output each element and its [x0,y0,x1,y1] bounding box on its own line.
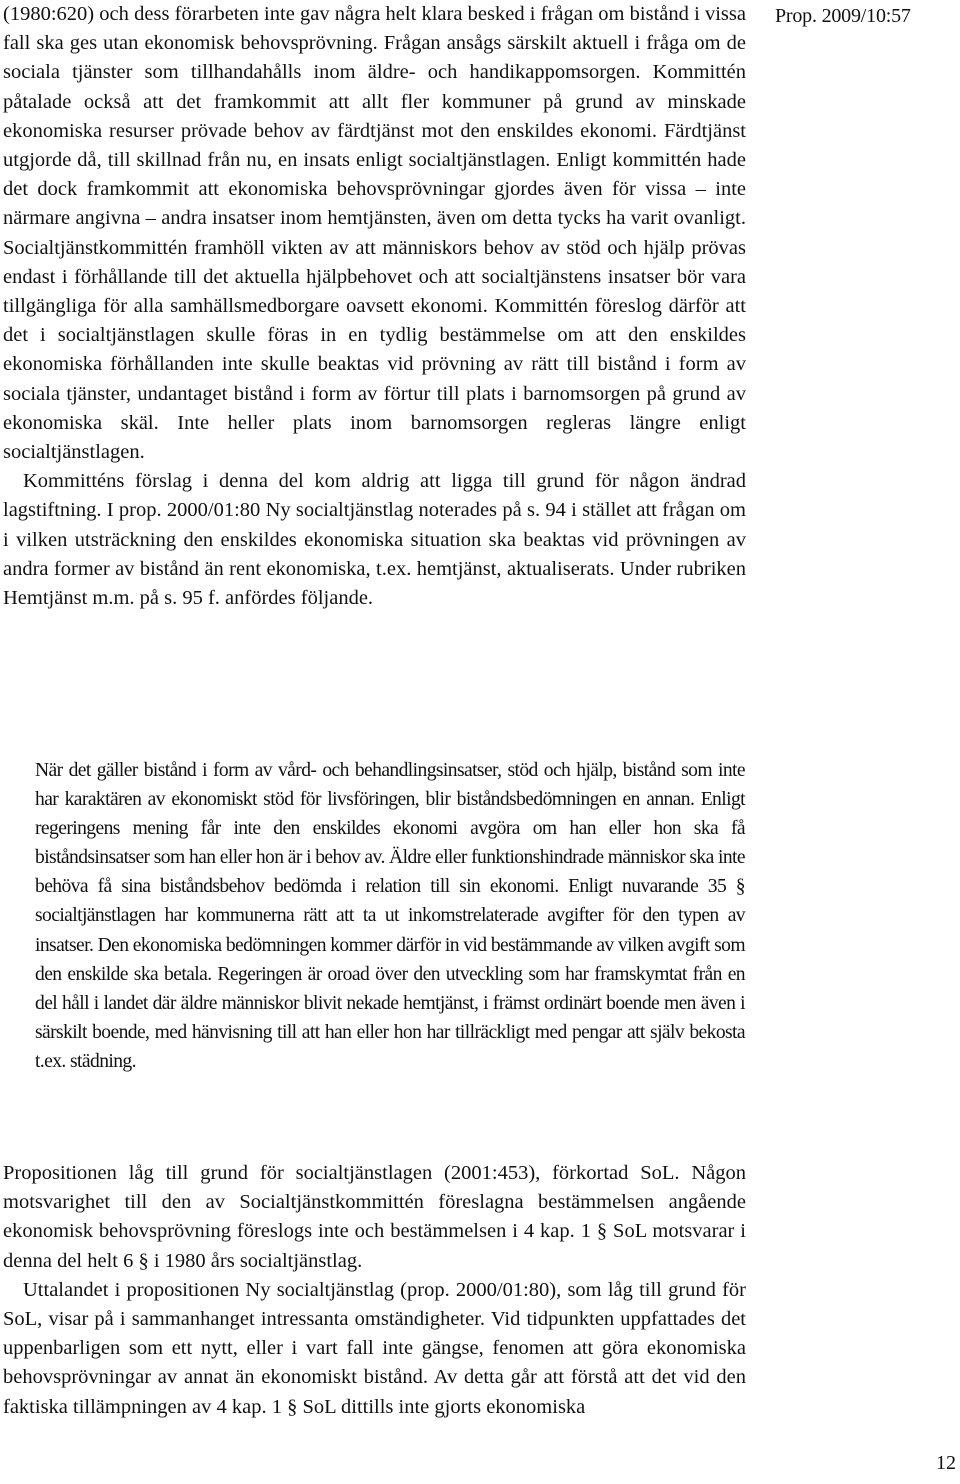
paragraph-1: (1980:620) och dess förarbeten inte gav några helt klara besked i frågan om bistånd i vissa fall ska ges utan ekonomisk behovsprövning. Frågan ansågs särskilt aktuell i fråga om de sociala tjänster som tillhandahålls inom äldre- och handikappomsorgen. Kommittén påtalade också att det framkommit att allt fler kommuner på grund av minskade ekonomiska resurser prövade behov av färdtjänst mot den enskildes ekonomi. Färdtjänst utgjorde då, till skillnad från nu, en insats enligt socialtjänstlagen. Enligt kommittén hade det dock framkommit att ekonomiska behovsprövningar gjordes även för vissa – inte närmare angivna – andra insatser inom hemtjänsten, även om detta tycks ha varit ovanligt. Socialtjänstkommittén framhöll vikten av att människors behov av stöd och hjälp prövas endast i förhållande till det aktuella hjälpbehovet och att socialtjänstens insatser bör vara tillgängliga för alla samhällsmedborgare oavsett ekonomi. Kommittén föreslog därför att det i socialtjänstlagen skulle föras in en tydlig bestämmelse om att den enskildes ekonomiska förhållanden inte skulle beaktas vid prövning av rätt till bistånd i form av sociala tjänster, undantaget bistånd i form av förtur till plats i barnomsorgen på grund av ekonomiska skäl. Inte heller plats inom barnomsorgen regleras längre enligt socialtjänstlagen. [3,3,746,464]
proposition-label: Prop. 2009/10:57 [775,5,911,27]
main-text-column [3,0,746,613]
paragraph-2: Kommitténs förslag i denna del kom aldrig att ligga till grund för någon ändrad lagstiftning. I prop. 2000/01:80 Ny socialtjänstlag noterades på s. 94 i stället att frågan om i vilken utsträckning den enskildes ekonomiska situation ska beaktas vid prövningen av andra former av bistånd än rent ekonomiska, t.ex. hemtjänst, aktualiserats. Under rubriken Hemtjänst m.m. på s. 95 f. anfördes följande. [3,470,746,610]
main-text-column-continued [3,1159,746,1422]
paragraph-3: Propositionen låg till grund för socialtjänstlagen (2001:453), förkortad SoL. Någon motsvarighet till den av Socialtjänstkommittén föreslagna bestämmelsen angående ekonomisk behovsprövning föreslogs inte och bestämmelsen i 4 kap. 1 § SoL motsvarar i denna del helt 6 § i 1980 års socialtjänstlag. [3,1162,746,1272]
paragraph-4: Uttalandet i propositionen Ny socialtjänstlag (prop. 2000/01:80), som låg till grund för SoL, visar på i sammanhanget intressanta omständigheter. Vid tidpunkten uppfattades det uppenbarligen som ett nytt, eller i vart fall inte gängse, fenomen att göra ekonomiska behovsprövningar av annat än ekonomiskt bistånd. Av detta går att förstå att det vid den faktiska tillämpningen av 4 kap. 1 § SoL dittills inte gjorts ekonomiska [3,1278,746,1418]
block-quote: När det gäller bistånd i form av vård- och behandlingsinsatser, stöd och hjälp, bistånd som inte har karaktären av ekonomiskt stöd för livsföringen, blir biståndsbedömningen en annan. Enligt regeringens mening får inte den enskildes ekonomi avgöra om han eller hon ska få biståndsinsatser som han eller hon är i behov av. Äldre eller funktionshindrade människor ska inte behöva få sina biståndsbehov bedömda i relation till sin ekonomi. Enligt nuvarande 35 § socialtjänstlagen har kommunerna rätt att ta ut inkomstrelaterade avgifter för den typen av insatser. Den ekonomiska bedömningen kommer därför in vid bestämmande av vilken avgift som den enskilde ska betala. Regeringen är oroad över den utveckling som har framskymtat från en del håll i landet där äldre människor blivit nekade hemtjänst, i främst ordinärt boende men även i särskilt boende, med hänvisning till att han eller hon har tillräckligt med pengar att själv bekosta t.ex. städning. [35,760,745,1072]
page-number: 12 [936,1452,956,1474]
